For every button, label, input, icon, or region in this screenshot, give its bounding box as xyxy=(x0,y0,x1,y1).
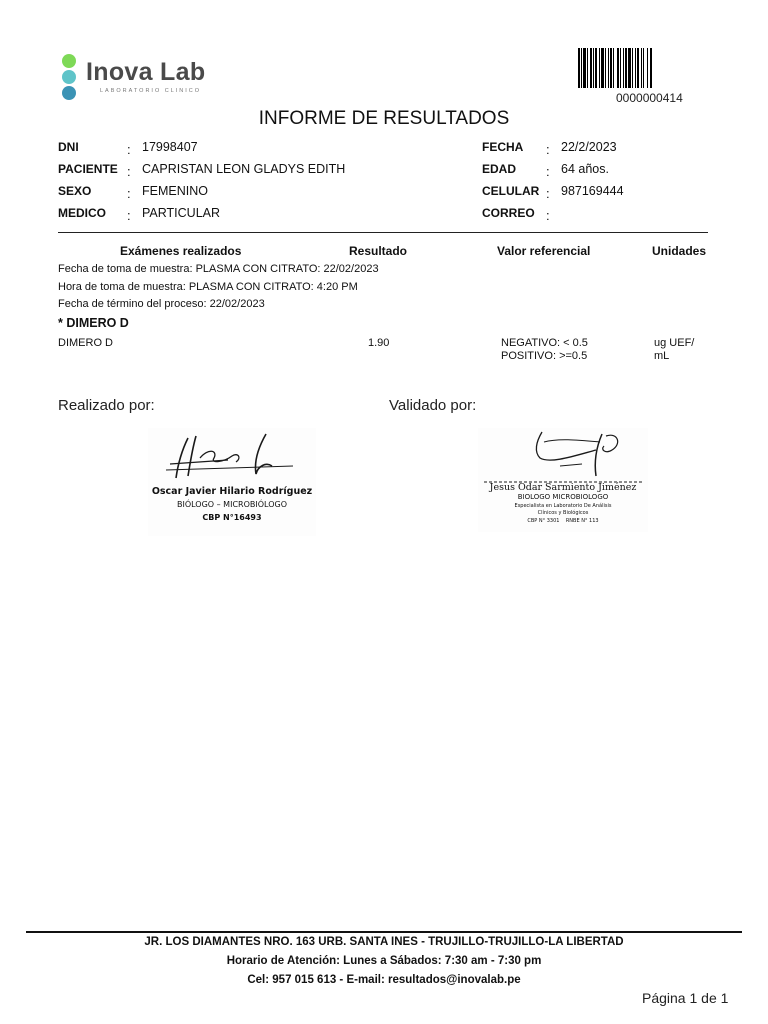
section-title-dimero-d: * DIMERO D xyxy=(58,316,129,330)
page-indicator: Página 1 de 1 xyxy=(642,990,729,1006)
header-unidades: Unidades xyxy=(652,244,707,258)
header-resultado: Resultado xyxy=(349,244,408,258)
dni-label: DNI xyxy=(58,140,79,154)
signer-right-specialty-2: Clínicos y Biológicos xyxy=(537,510,589,516)
signature-right xyxy=(478,428,648,532)
signature-left xyxy=(148,428,316,536)
exam-name: DIMERO D xyxy=(58,337,113,349)
celular-label: CELULAR xyxy=(482,184,540,198)
correo-colon: : xyxy=(546,208,550,223)
validado-por-label: Validado por: xyxy=(389,397,477,414)
fecha-value: 22/2/2023 xyxy=(561,140,617,154)
handwritten-signature-right xyxy=(478,428,648,484)
logo-name: Inova Lab xyxy=(86,58,206,86)
ref-positive: POSITIVO: >=0.5 xyxy=(501,350,588,362)
signer-right-name: Jesus Odar Sarmiento Jiménez xyxy=(489,482,637,493)
signer-left-name: Oscar Javier Hilario Rodríguez xyxy=(151,486,313,497)
edad-value: 64 años. xyxy=(561,162,609,176)
edad-colon: : xyxy=(546,164,550,179)
sample-time-line: Hora de toma de muestra: PLASMA CON CITRATO: 4:20 PM xyxy=(58,281,358,293)
exam-result: 1.90 xyxy=(368,337,390,349)
sample-date-line: Fecha de toma de muestra: PLASMA CON CITRATO: 22/02/2023 xyxy=(58,263,379,275)
realizado-por-label: Realizado por: xyxy=(58,397,155,414)
report-title: INFORME DE RESULTADOS xyxy=(258,108,510,129)
header-valor-referencial: Valor referencial xyxy=(497,244,591,258)
dni-colon: : xyxy=(127,142,131,157)
sexo-label: SEXO xyxy=(58,184,92,198)
fecha-colon: : xyxy=(546,142,550,157)
signer-right-specialty-1: Especialista en Laboratorio De Análisis xyxy=(514,503,612,509)
edad-label: EDAD xyxy=(482,162,517,176)
header-divider xyxy=(58,232,708,233)
fecha-label: FECHA xyxy=(482,140,524,154)
paciente-value: CAPRISTAN LEON GLADYS EDITH xyxy=(142,162,346,176)
sexo-value: FEMENINO xyxy=(142,184,208,198)
paciente-colon: : xyxy=(127,164,131,179)
signer-right-cbp: CBP N° 3301 RNBE N° 113 xyxy=(527,518,599,524)
header-examenes: Exámenes realizados xyxy=(120,244,242,258)
signer-left-cbp: CBP N°16493 xyxy=(202,513,262,522)
correo-label: CORREO xyxy=(482,206,535,220)
handwritten-signature-left xyxy=(148,428,316,488)
medico-colon: : xyxy=(127,208,131,223)
footer-divider xyxy=(26,931,742,933)
unit-line-2: mL xyxy=(654,350,670,362)
signer-left-role: BIÓLOGO – MICROBIÓLOGO xyxy=(176,500,287,509)
medico-label: MEDICO xyxy=(58,206,106,220)
barcode-number: 0000000414 xyxy=(616,91,683,105)
dni-value: 17998407 xyxy=(142,140,198,154)
footer-contact: Cel: 957 015 613 - E-mail: resultados@inovalab.pe xyxy=(247,974,521,986)
barcode xyxy=(578,48,712,88)
inova-lab-logo xyxy=(58,52,214,106)
ref-negative: NEGATIVO: < 0.5 xyxy=(501,337,588,349)
footer-hours: Horario de Atención: Lunes a Sábados: 7:30 am - 7:30 pm xyxy=(226,955,542,967)
signer-right-role: BIOLOGO MICROBIOLOGO xyxy=(517,493,609,501)
sexo-colon: : xyxy=(127,186,131,201)
celular-value: 987169444 xyxy=(561,184,624,198)
paciente-label: PACIENTE xyxy=(58,162,118,176)
logo-dots-icon xyxy=(62,54,78,102)
unit-line-1: ug UEF/ xyxy=(654,337,695,349)
footer-address: JR. LOS DIAMANTES NRO. 163 URB. SANTA INES - TRUJILLO-TRUJILLO-LA LIBERTAD xyxy=(144,936,624,948)
celular-colon: : xyxy=(546,186,550,201)
logo-subtitle: LABORATORIO CLINICO xyxy=(100,88,202,94)
process-end-line: Fecha de término del proceso: 22/02/2023 xyxy=(58,298,265,310)
medico-value: PARTICULAR xyxy=(142,206,221,220)
